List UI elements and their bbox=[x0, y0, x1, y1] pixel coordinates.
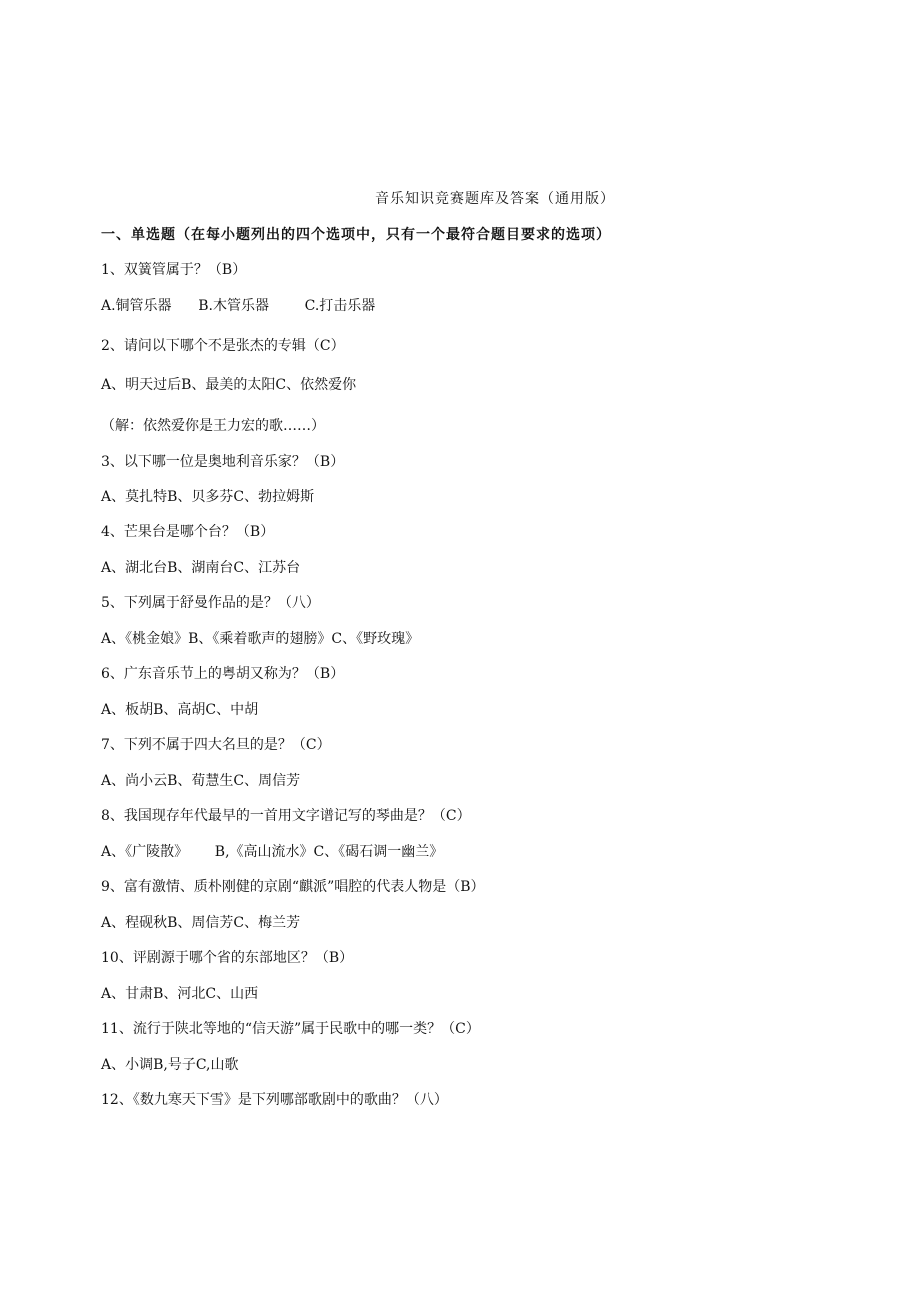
question-11: 11、流行于陕北等地的“信天游”属于民歌中的哪一类？（C） bbox=[101, 1021, 480, 1037]
question-7: 7、下列不属于四大名旦的是？（C） bbox=[101, 737, 331, 753]
options-1: A.铜管乐器 B.木管乐器 C.打击乐器 bbox=[101, 298, 376, 314]
options-4: A、湖北台B、湖南台C、江苏台 bbox=[101, 560, 301, 576]
question-1: 1、双簧管属于？（B） bbox=[101, 262, 247, 278]
question-5: 5、下列属于舒曼作品的是？（八） bbox=[101, 595, 320, 611]
document-title: 音乐知识竞赛题库及答案（通用版） bbox=[375, 191, 615, 207]
options-5: A、《桃金娘》B、《乘着歌声的翅膀》C、《野玫瑰》 bbox=[101, 631, 420, 647]
options-6: A、板胡B、高胡C、中胡 bbox=[101, 702, 259, 718]
question-8: 8、我国现存年代最早的一首用文字谱记写的琴曲是？（C） bbox=[101, 808, 471, 824]
options-11: A、小调B,号子C,山歌 bbox=[101, 1057, 239, 1073]
section-heading: 一、单选题（在每小题列出的四个选项中，只有一个最符合题目要求的选项） bbox=[101, 227, 611, 243]
question-9: 9、富有激情、质朴刚健的京剧“麒派”唱腔的代表人物是（B） bbox=[101, 879, 485, 895]
question-12: 12、《数九寒天下雪》是下列哪部歌剧中的歌曲？（八） bbox=[101, 1092, 448, 1108]
explanation-2: （解：依然爱你是王力宏的歌……） bbox=[101, 418, 325, 434]
options-8: A、《广陵散》 B,《高山流水》C、《碣石调一幽兰》 bbox=[101, 844, 444, 860]
options-10: A、甘肃B、河北C、山西 bbox=[101, 986, 259, 1002]
options-2: A、明天过后B、最美的太阳C、依然爱你 bbox=[101, 377, 357, 393]
question-3: 3、以下哪一位是奥地利音乐家？（B） bbox=[101, 454, 345, 470]
options-9: A、程砚秋B、周信芳C、梅兰芳 bbox=[101, 915, 301, 931]
question-4: 4、芒果台是哪个台？（B） bbox=[101, 524, 275, 540]
options-3: A、莫扎特B、贝多芬C、勃拉姆斯 bbox=[101, 489, 315, 505]
question-6: 6、广东音乐节上的粤胡又称为？（B） bbox=[101, 666, 345, 682]
question-2: 2、请问以下哪个不是张杰的专辑（C） bbox=[101, 338, 345, 354]
options-7: A、尚小云B、荀慧生C、周信芳 bbox=[101, 773, 301, 789]
question-10: 10、评剧源于哪个省的东部地区？（B） bbox=[101, 950, 354, 966]
